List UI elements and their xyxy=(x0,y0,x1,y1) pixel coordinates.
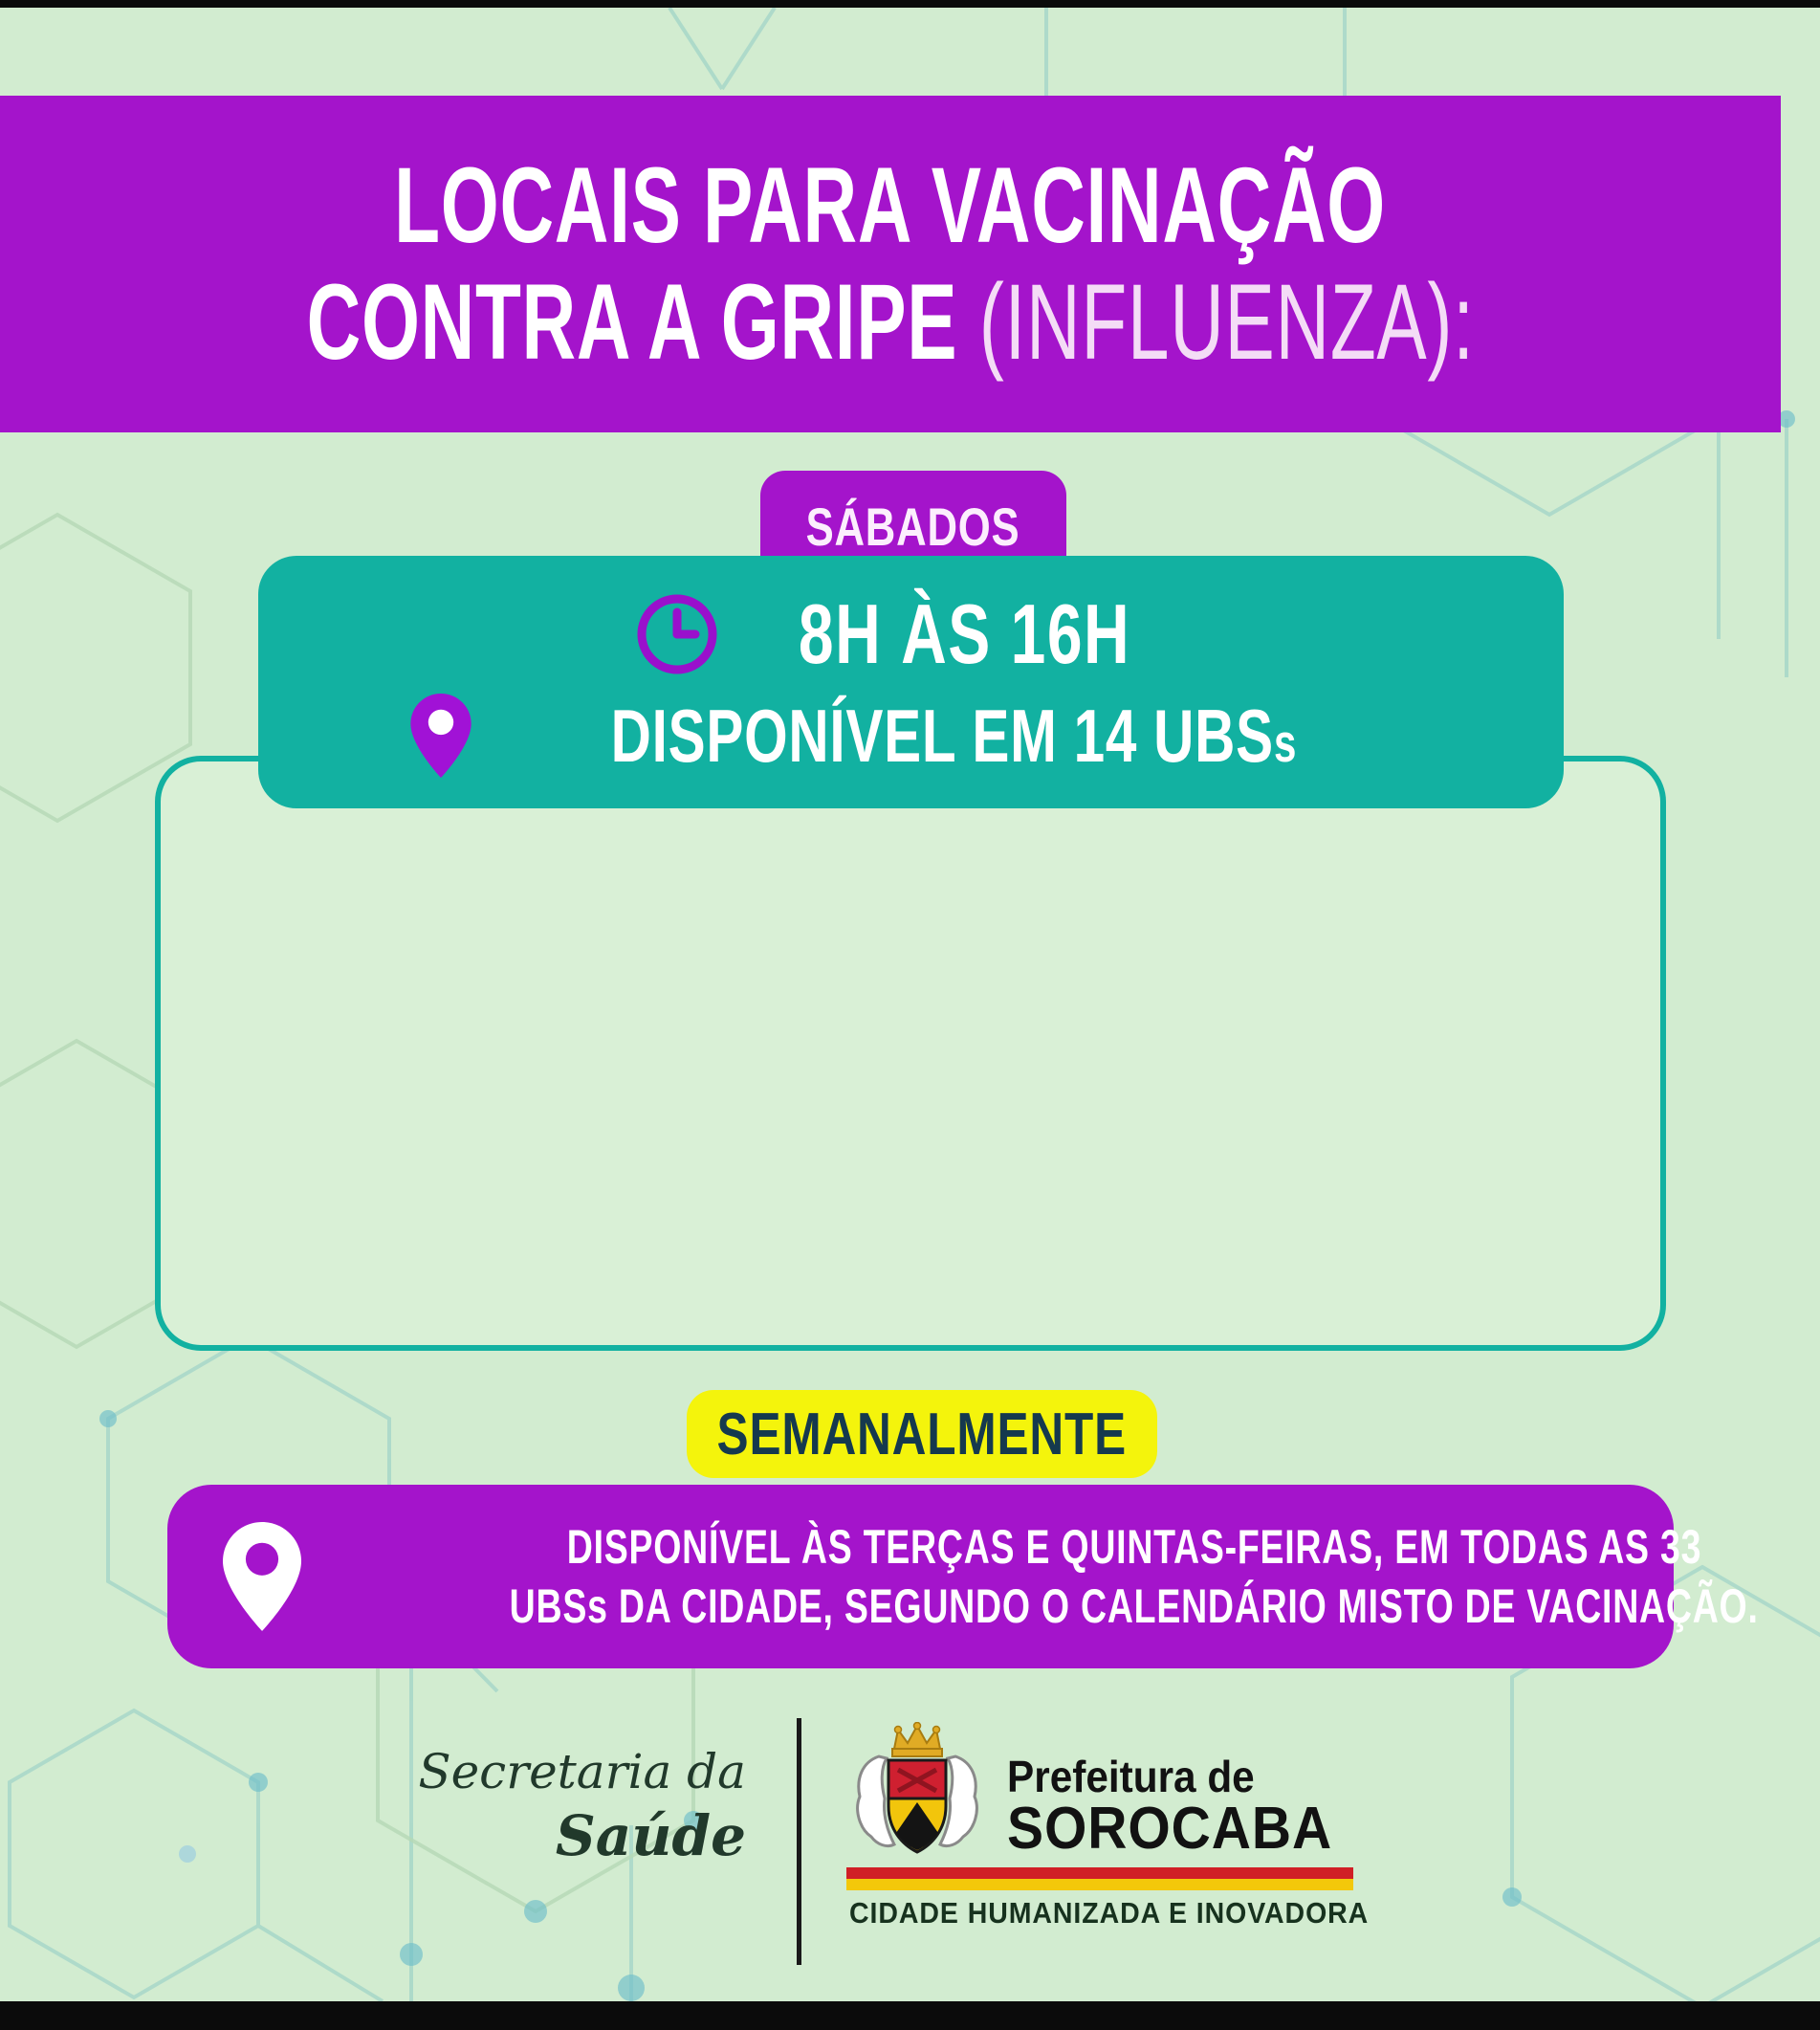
title-line2-influenza-note: (INFLUENZA): xyxy=(978,262,1475,382)
poster-title-line1: LOCAIS PARA VACINAÇÃO xyxy=(394,145,1387,265)
weekly-text-block xyxy=(301,1517,1820,1636)
weekly-text-line2: UBSs DA CIDADE, SEGUNDO O CALENDÁRIO MISTO DE VACINAÇÃO. xyxy=(509,1579,1759,1633)
bottom-letterbox-bar xyxy=(0,2001,1820,2030)
weekly-badge xyxy=(687,1390,1157,1478)
title-banner xyxy=(0,96,1781,432)
availability-text: DISPONÍVEL EM 14 UBSs xyxy=(610,693,1298,778)
availability-row xyxy=(410,693,1412,780)
saturdays-badge-label: SÁBADOS xyxy=(806,496,1020,557)
clock-icon xyxy=(636,593,718,675)
department-line1: Secretaria da xyxy=(418,1744,746,1799)
city-hall-prefix: Prefeitura de xyxy=(1007,1752,1255,1801)
city-slogan: CIDADE HUMANIZADA E INOVADORA xyxy=(849,1896,1370,1930)
city-hall-name: SOROCABA xyxy=(1007,1796,1333,1862)
department-line2: Saúde xyxy=(555,1803,746,1868)
location-pin-icon xyxy=(410,694,471,778)
flag-bar-gold-stripe xyxy=(846,1879,1353,1890)
location-pin-icon xyxy=(223,1522,301,1631)
footer-divider xyxy=(797,1718,801,1965)
flag-bar-red-stripe xyxy=(846,1867,1353,1879)
saturday-info-box xyxy=(258,556,1564,808)
city-flag-bar xyxy=(846,1867,1353,1890)
poster-title-line2 xyxy=(56,264,1724,381)
ubs-list-box xyxy=(155,756,1666,1351)
weekly-text-line1: DISPONÍVEL ÀS TERÇAS E QUINTAS-FEIRAS, EM TODAS AS 33 xyxy=(566,1520,1701,1574)
health-department-signature xyxy=(402,1741,746,1869)
hours-row xyxy=(636,585,1186,683)
ubs-suffix: s xyxy=(1274,712,1298,773)
weekly-badge-label: SEMANALMENTE xyxy=(716,1401,1128,1467)
sorocaba-coat-of-arms xyxy=(844,1722,990,1856)
weekly-info-box xyxy=(167,1485,1759,1668)
hours-text: 8H ÀS 16H xyxy=(798,585,1131,681)
title-line2-main: CONTRA A GRIPE xyxy=(306,262,979,382)
